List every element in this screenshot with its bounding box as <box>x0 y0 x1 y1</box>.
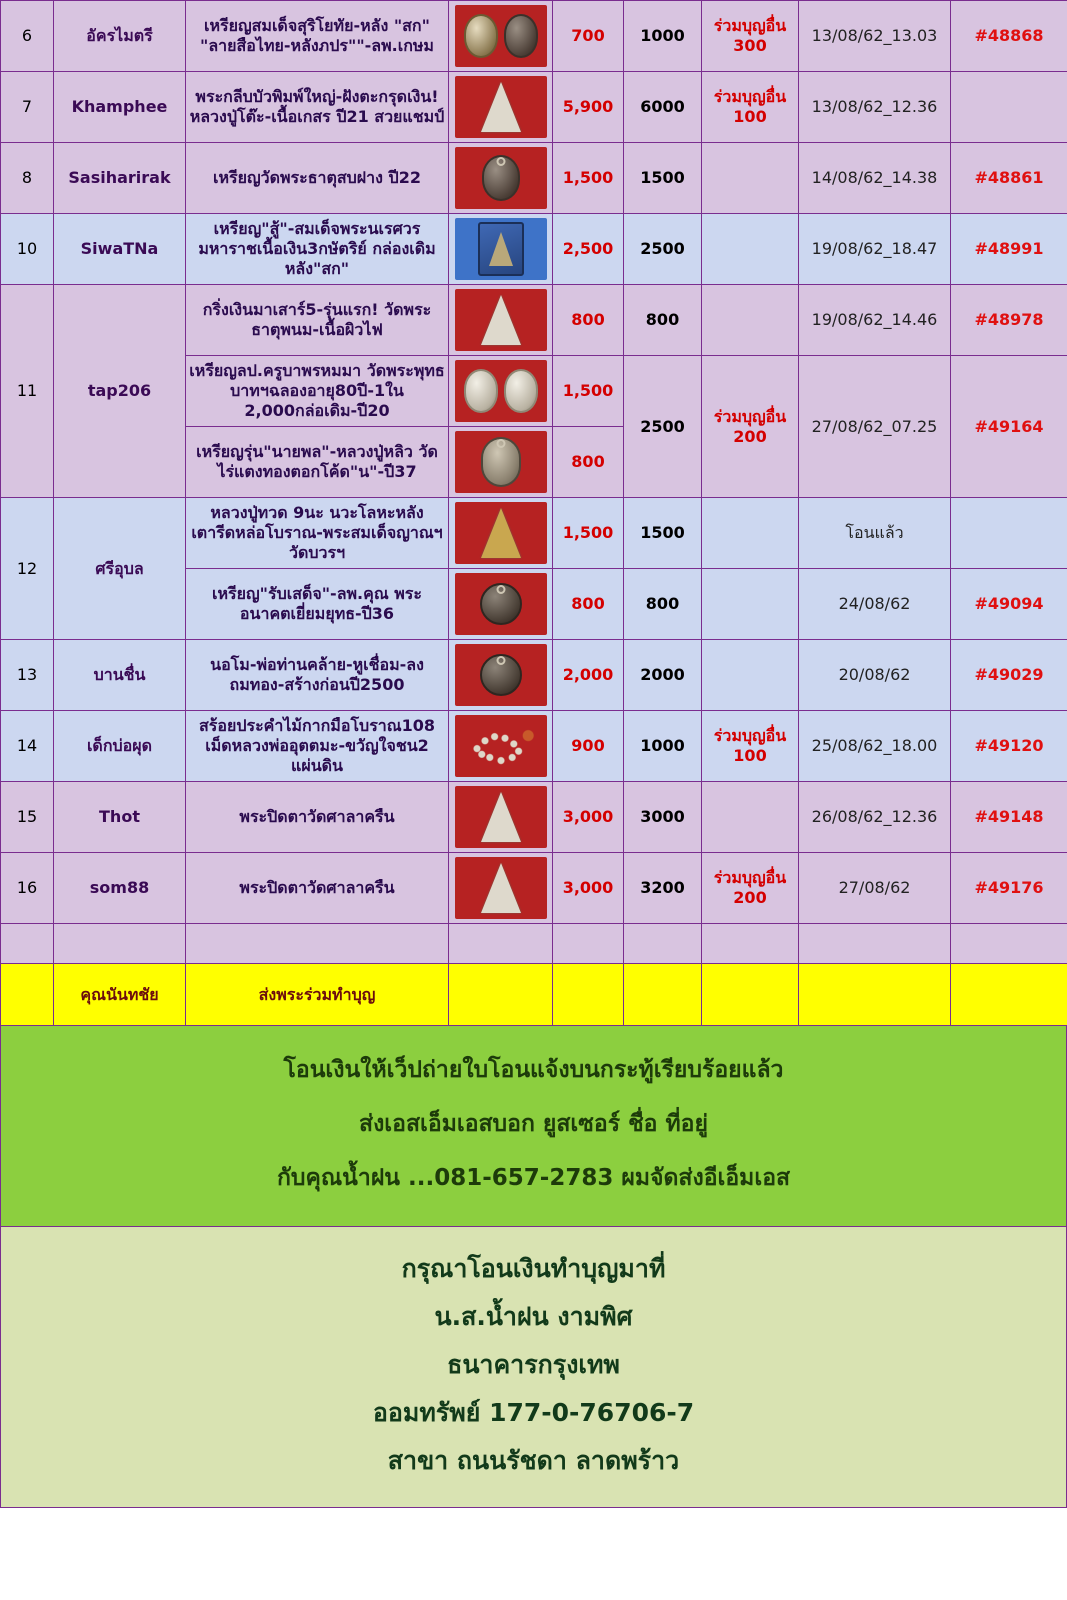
row-description: เหรียญรุ่น"นายพล"-หลวงปู่หลิว วัดไร่แตงทองตอกโค้ด"น"-ปี37 <box>186 427 449 498</box>
row-reference: #49120 <box>951 711 1067 782</box>
row-merit <box>702 782 799 853</box>
row-number: 16 <box>1 853 54 924</box>
donation-bid <box>553 964 624 1026</box>
table-row <box>1 72 1067 143</box>
row-date: 27/08/62 <box>799 853 951 924</box>
donation-image <box>449 964 553 1026</box>
row-username: เด็กบ่อผุด <box>54 711 186 782</box>
empty-cell <box>624 924 702 964</box>
bank-name: ธนาคารกรุงเทพ <box>447 1350 620 1379</box>
bank-heading: กรุณาโอนเงินทำบุญมาที่ <box>401 1254 666 1283</box>
row-description: หลวงปู่ทวด 9นะ นวะโลหะหลังเตารีดหล่อโบราณ-พระสมเด็จญาณฯ วัดบวรฯ <box>186 498 449 569</box>
row-number: 13 <box>1 640 54 711</box>
row-price: 1500 <box>624 498 702 569</box>
row-bid: 900 <box>553 711 624 782</box>
amulet-photo <box>449 356 553 427</box>
empty-cell <box>553 924 624 964</box>
row-date: 25/08/62_18.00 <box>799 711 951 782</box>
row-number: 14 <box>1 711 54 782</box>
table-row <box>1 285 1067 356</box>
row-username: อัครไมตรี <box>54 1 186 72</box>
row-description: นอโม-พ่อท่านคล้าย-หูเชื่อม-ลงถมทอง-สร้างก่อนปี2500 <box>186 640 449 711</box>
row-date: 27/08/62_07.25 <box>799 356 951 498</box>
row-merit: ร่วมบุญอื่น 300 <box>702 1 799 72</box>
table-row <box>1 214 1067 285</box>
row-bid: 1,500 <box>553 356 624 427</box>
amulet-image-triangle-silver <box>455 857 547 919</box>
bank-branch: สาขา ถนนรัชดา ลาดพร้าว <box>387 1446 680 1475</box>
amulet-image-oval-dark <box>455 147 547 209</box>
amulet-photo <box>449 1 553 72</box>
row-description: พระปิดตาวัดศาลาครืน <box>186 782 449 853</box>
transfer-notice-panel <box>0 1026 1067 1227</box>
amulet-photo <box>449 640 553 711</box>
row-date: โอนแล้ว <box>799 498 951 569</box>
row-reference: #49164 <box>951 356 1067 498</box>
bank-account-name: น.ส.น้ำฝน งามพิศ <box>434 1302 633 1331</box>
row-merit <box>702 214 799 285</box>
amulet-image-triangle-silver <box>455 76 547 138</box>
row-reference: #48868 <box>951 1 1067 72</box>
row-merit: ร่วมบุญอื่น 100 <box>702 711 799 782</box>
row-description: เหรียญลป.ครูบาพรหมมา วัดพระพุทธบาทฯฉลองอายุ80ปี-1ใน 2,000กล่อเดิม-ปี20 <box>186 356 449 427</box>
row-bid: 3,000 <box>553 782 624 853</box>
amulet-image-prayer-beads <box>455 715 547 777</box>
row-description: เหรียญ"สู้"-สมเด็จพระนเรศวรมหาราชเนื้อเงิน3กษัตริย์ กล่องเดิมหลัง"สก" <box>186 214 449 285</box>
row-username: Thot <box>54 782 186 853</box>
empty-cell <box>702 924 799 964</box>
row-reference <box>951 72 1067 143</box>
empty-cell <box>799 924 951 964</box>
table-row <box>1 782 1067 853</box>
row-date: 26/08/62_12.36 <box>799 782 951 853</box>
row-username: SiwaTNa <box>54 214 186 285</box>
notice-line-1: โอนเงินให้เว็ปถ่ายใบโอนแจ้งบนกระทู้เรียบร้อยแล้ว <box>283 1057 784 1083</box>
bank-account-number: ออมทรัพย์ 177-0-76706-7 <box>372 1398 695 1427</box>
amulet-image-round-dark <box>455 573 547 635</box>
donation-merit <box>702 964 799 1026</box>
row-merit <box>702 640 799 711</box>
table-row <box>1 711 1067 782</box>
amulet-image-triangle-silver <box>455 786 547 848</box>
row-price: 1000 <box>624 1 702 72</box>
donation-reference <box>951 964 1067 1026</box>
row-merit: ร่วมบุญอื่น 200 <box>702 853 799 924</box>
row-reference: #49148 <box>951 782 1067 853</box>
row-date: 19/08/62_18.47 <box>799 214 951 285</box>
amulet-photo <box>449 711 553 782</box>
row-username: Khamphee <box>54 72 186 143</box>
row-bid: 3,000 <box>553 853 624 924</box>
row-username: tap206 <box>54 285 186 498</box>
row-date: 14/08/62_14.38 <box>799 143 951 214</box>
row-bid: 5,900 <box>553 72 624 143</box>
row-reference: #48991 <box>951 214 1067 285</box>
table-row <box>1 640 1067 711</box>
table-row <box>1 143 1067 214</box>
row-bid: 700 <box>553 1 624 72</box>
row-bid: 800 <box>553 569 624 640</box>
amulet-image-two-coins-pale <box>455 360 547 422</box>
donation-price <box>624 964 702 1026</box>
row-merit <box>702 143 799 214</box>
row-username: Sasiharirak <box>54 143 186 214</box>
row-price: 2500 <box>624 356 702 498</box>
amulet-photo <box>449 143 553 214</box>
amulet-image-buddha-blue <box>455 218 547 280</box>
amulet-photo <box>449 427 553 498</box>
row-number: 8 <box>1 143 54 214</box>
row-description: พระปิดตาวัดศาลาครืน <box>186 853 449 924</box>
row-username: ศรีอุบล <box>54 498 186 640</box>
donation-number <box>1 964 54 1026</box>
row-price: 6000 <box>624 72 702 143</box>
row-description: เหรียญ"รับเสด็จ"-ลพ.คุณ พระอนาคตเยี่ยมยุทธ-ปี36 <box>186 569 449 640</box>
row-reference: #49176 <box>951 853 1067 924</box>
row-merit <box>702 498 799 569</box>
row-number: 10 <box>1 214 54 285</box>
row-price: 2500 <box>624 214 702 285</box>
row-bid: 1,500 <box>553 143 624 214</box>
row-merit: ร่วมบุญอื่น 100 <box>702 72 799 143</box>
empty-cell <box>186 924 449 964</box>
amulet-image-oval-amulet <box>455 431 547 493</box>
row-username: บานชื่น <box>54 640 186 711</box>
donation-description: ส่งพระร่วมทำบุญ <box>186 964 449 1026</box>
row-price: 1000 <box>624 711 702 782</box>
row-merit: ร่วมบุญอื่น 200 <box>702 356 799 498</box>
amulet-photo <box>449 498 553 569</box>
amulet-image-two-coins-gold <box>455 5 547 67</box>
notice-line-2: ส่งเอสเอ็มเอสบอก ยูสเซอร์ ชื่อ ที่อยู่ <box>359 1111 708 1137</box>
row-price: 800 <box>624 569 702 640</box>
empty-row <box>1 924 1067 964</box>
row-date: 24/08/62 <box>799 569 951 640</box>
empty-cell <box>951 924 1067 964</box>
row-price: 3000 <box>624 782 702 853</box>
amulet-image-triangle-gold <box>455 502 547 564</box>
row-number: 6 <box>1 1 54 72</box>
row-description: เหรียญสมเด็จสุริโยทัย-หลัง "สก" "ลายสือไทย-หลังภปร""-ลพ.เกษม <box>186 1 449 72</box>
row-description: พระกลีบบัวพิมพ์ใหญ่-ฝังตะกรุดเงิน!หลวงปู่โต๊ะ-เนื้อเกสร ปี21 สวยแชมป์ <box>186 72 449 143</box>
row-bid: 1,500 <box>553 498 624 569</box>
row-date: 20/08/62 <box>799 640 951 711</box>
row-reference: #48978 <box>951 285 1067 356</box>
row-number: 7 <box>1 72 54 143</box>
bank-account-panel <box>0 1227 1067 1508</box>
amulet-photo <box>449 285 553 356</box>
row-bid: 800 <box>553 285 624 356</box>
amulet-photo <box>449 782 553 853</box>
donation-username: คุณนันทชัย <box>54 964 186 1026</box>
empty-cell <box>1 924 54 964</box>
row-description: สร้อยประคำไม้กากมือโบราณ108 เม็ดหลวงพ่ออุตตมะ-ขวัญใจชน2 แผ่นดิน <box>186 711 449 782</box>
donation-date <box>799 964 951 1026</box>
amulet-image-triangle-silver <box>455 289 547 351</box>
table-row <box>1 1 1067 72</box>
row-reference: #48861 <box>951 143 1067 214</box>
amulet-photo <box>449 853 553 924</box>
row-date: 19/08/62_14.46 <box>799 285 951 356</box>
row-number: 11 <box>1 285 54 498</box>
table-row <box>1 853 1067 924</box>
row-date: 13/08/62_13.03 <box>799 1 951 72</box>
row-merit <box>702 569 799 640</box>
row-reference: #49094 <box>951 569 1067 640</box>
amulet-photo <box>449 72 553 143</box>
empty-cell <box>54 924 186 964</box>
empty-cell <box>449 924 553 964</box>
row-merit <box>702 285 799 356</box>
row-reference: #49029 <box>951 640 1067 711</box>
row-price: 800 <box>624 285 702 356</box>
row-bid: 2,000 <box>553 640 624 711</box>
row-reference <box>951 498 1067 569</box>
amulet-photo <box>449 214 553 285</box>
row-number: 15 <box>1 782 54 853</box>
row-bid: 2,500 <box>553 214 624 285</box>
row-description: เหรียญวัดพระธาตุสบฝาง ปี22 <box>186 143 449 214</box>
notice-line-3: กับคุณน้ำฝน ...081-657-2783 ผมจัดส่งอีเอ็มเอส <box>276 1165 791 1191</box>
row-price: 3200 <box>624 853 702 924</box>
row-number: 12 <box>1 498 54 640</box>
amulet-photo <box>449 569 553 640</box>
amulet-image-round-dark <box>455 644 547 706</box>
donation-row <box>1 964 1067 1026</box>
row-username: som88 <box>54 853 186 924</box>
row-price: 1500 <box>624 143 702 214</box>
row-price: 2000 <box>624 640 702 711</box>
table-row <box>1 498 1067 569</box>
row-date: 13/08/62_12.36 <box>799 72 951 143</box>
row-description: กริ่งเงินมาเสาร์5-รุ่นแรก! วัดพระธาตุพนม-เนื้อผิวไฟ <box>186 285 449 356</box>
row-bid: 800 <box>553 427 624 498</box>
